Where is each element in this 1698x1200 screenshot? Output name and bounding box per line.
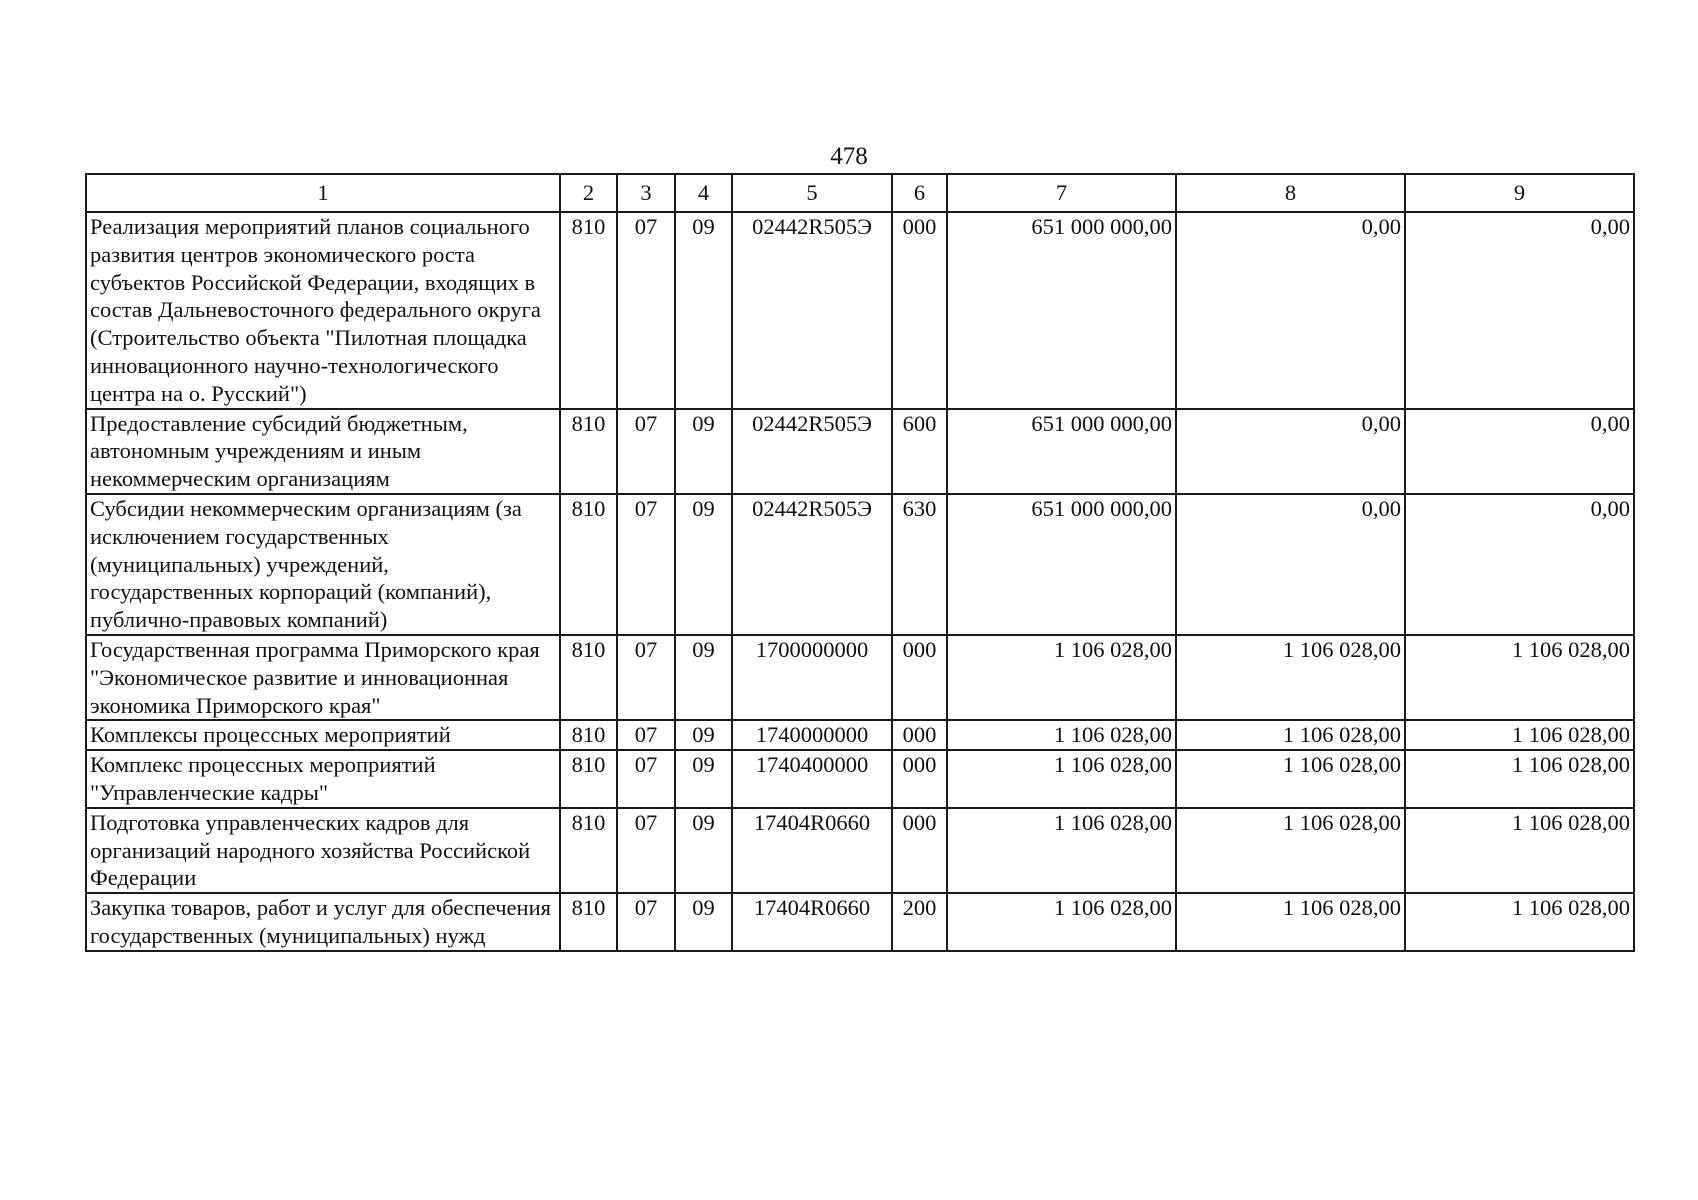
header-col-8: 8 [1176, 174, 1405, 212]
row-section-code: 07 [617, 750, 675, 808]
header-col-7: 7 [947, 174, 1176, 212]
row-target-article: 02442R505Э [732, 409, 892, 494]
row-ministry-code: 810 [560, 750, 617, 808]
page-number: 478 [830, 143, 868, 170]
row-section-code: 07 [617, 720, 675, 750]
row-name: Предоставление субсидий бюджетным, автономным учреждениям и иным некоммерческим организациям [86, 409, 560, 494]
row-amount-col8: 1 106 028,00 [1176, 808, 1405, 893]
row-ministry-code: 810 [560, 808, 617, 893]
row-expense-type: 200 [892, 893, 947, 951]
row-expense-type: 000 [892, 750, 947, 808]
row-expense-type: 630 [892, 494, 947, 635]
row-subsection-code: 09 [675, 808, 732, 893]
budget-table [85, 173, 1635, 952]
row-amount-col7: 1 106 028,00 [947, 893, 1176, 951]
row-amount-col9: 1 106 028,00 [1405, 808, 1634, 893]
table-header [86, 174, 1634, 212]
table-row [86, 750, 1634, 808]
header-col-3: 3 [617, 174, 675, 212]
row-expense-type: 000 [892, 635, 947, 720]
row-amount-col7: 1 106 028,00 [947, 720, 1176, 750]
row-subsection-code: 09 [675, 720, 732, 750]
row-subsection-code: 09 [675, 409, 732, 494]
row-expense-type: 000 [892, 808, 947, 893]
table-body [86, 212, 1634, 951]
row-amount-col8: 1 106 028,00 [1176, 750, 1405, 808]
row-expense-type: 000 [892, 720, 947, 750]
table-row [86, 635, 1634, 720]
row-amount-col9: 0,00 [1405, 212, 1634, 409]
row-expense-type: 600 [892, 409, 947, 494]
row-target-article: 1740400000 [732, 750, 892, 808]
row-target-article: 1740000000 [732, 720, 892, 750]
row-amount-col7: 1 106 028,00 [947, 808, 1176, 893]
row-amount-col9: 0,00 [1405, 494, 1634, 635]
row-name: Комплексы процессных мероприятий [86, 720, 560, 750]
row-target-article: 02442R505Э [732, 494, 892, 635]
row-section-code: 07 [617, 212, 675, 409]
row-amount-col9: 1 106 028,00 [1405, 750, 1634, 808]
header-col-5: 5 [732, 174, 892, 212]
row-expense-type: 000 [892, 212, 947, 409]
table-row [86, 409, 1634, 494]
row-amount-col7: 651 000 000,00 [947, 212, 1176, 409]
row-amount-col9: 0,00 [1405, 409, 1634, 494]
row-subsection-code: 09 [675, 212, 732, 409]
row-ministry-code: 810 [560, 494, 617, 635]
row-ministry-code: 810 [560, 720, 617, 750]
row-ministry-code: 810 [560, 409, 617, 494]
row-section-code: 07 [617, 635, 675, 720]
row-subsection-code: 09 [675, 635, 732, 720]
row-name: Закупка товаров, работ и услуг для обеспечения государственных (муниципальных) нужд [86, 893, 560, 951]
table-row [86, 893, 1634, 951]
row-amount-col8: 1 106 028,00 [1176, 635, 1405, 720]
row-subsection-code: 09 [675, 893, 732, 951]
row-amount-col9: 1 106 028,00 [1405, 893, 1634, 951]
table-row [86, 720, 1634, 750]
row-name: Подготовка управленческих кадров для организаций народного хозяйства Российской Федерации [86, 808, 560, 893]
header-col-6: 6 [892, 174, 947, 212]
row-section-code: 07 [617, 409, 675, 494]
row-name: Государственная программа Приморского края "Экономическое развитие и инновационная экономика Приморского края" [86, 635, 560, 720]
row-amount-col7: 1 106 028,00 [947, 750, 1176, 808]
header-col-4: 4 [675, 174, 732, 212]
table-row [86, 212, 1634, 409]
row-section-code: 07 [617, 808, 675, 893]
row-subsection-code: 09 [675, 494, 732, 635]
row-amount-col9: 1 106 028,00 [1405, 720, 1634, 750]
row-amount-col7: 1 106 028,00 [947, 635, 1176, 720]
table-row [86, 494, 1634, 635]
row-name: Субсидии некоммерческим организациям (за исключением государственных (муниципальных) учреждений, государственных корпораций (компаний), публично-правовых компаний) [86, 494, 560, 635]
header-col-9: 9 [1405, 174, 1634, 212]
row-amount-col7: 651 000 000,00 [947, 494, 1176, 635]
row-target-article: 02442R505Э [732, 212, 892, 409]
row-target-article: 17404R0660 [732, 893, 892, 951]
row-amount-col8: 0,00 [1176, 409, 1405, 494]
row-name: Комплекс процессных мероприятий "Управленческие кадры" [86, 750, 560, 808]
row-ministry-code: 810 [560, 893, 617, 951]
row-subsection-code: 09 [675, 750, 732, 808]
header-col-1: 1 [86, 174, 560, 212]
row-amount-col8: 0,00 [1176, 494, 1405, 635]
table-row [86, 808, 1634, 893]
row-amount-col9: 1 106 028,00 [1405, 635, 1634, 720]
row-section-code: 07 [617, 893, 675, 951]
row-target-article: 1700000000 [732, 635, 892, 720]
row-amount-col8: 1 106 028,00 [1176, 893, 1405, 951]
row-target-article: 17404R0660 [732, 808, 892, 893]
header-row [86, 174, 1634, 212]
row-ministry-code: 810 [560, 212, 617, 409]
row-name: Реализация мероприятий планов социального развития центров экономического роста субъектов Российской Федерации, входящих в состав Дальневосточного федерального округа (Строительство объекта "Пилотная площадка инновационного научно-технологического центра на о. Русский") [86, 212, 560, 409]
row-amount-col8: 1 106 028,00 [1176, 720, 1405, 750]
row-section-code: 07 [617, 494, 675, 635]
row-amount-col7: 651 000 000,00 [947, 409, 1176, 494]
row-amount-col8: 0,00 [1176, 212, 1405, 409]
row-ministry-code: 810 [560, 635, 617, 720]
header-col-2: 2 [560, 174, 617, 212]
